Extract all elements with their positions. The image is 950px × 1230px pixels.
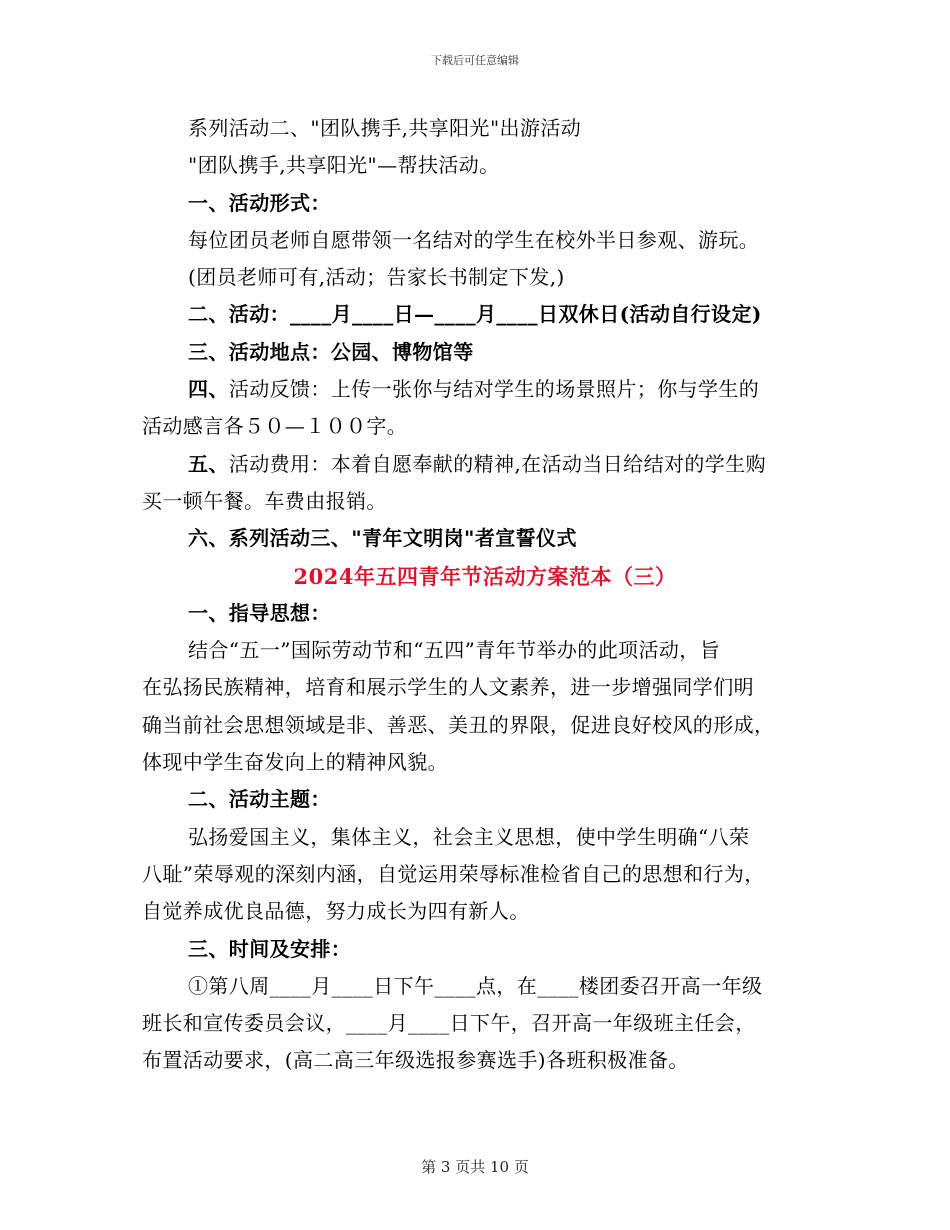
- paragraph-text: 活动费用：本着自愿奉献的精神,在活动当日给结对的学生购: [228, 451, 766, 476]
- paragraph-line: 结合“五一”国际劳动节和“五四”青年节举办的此项活动，旨: [188, 638, 721, 663]
- section-heading: 二、活动：____月____日—____月____日双休日(活动自行设定): [188, 302, 762, 327]
- paragraph-line: [142, 371, 812, 408]
- section-heading: 三、时间及安排：: [188, 936, 352, 961]
- paragraph-line: [142, 446, 812, 483]
- paragraph-line: 活动感言各５０—１００字。: [142, 414, 408, 439]
- section-heading: 一、活动形式：: [188, 190, 331, 215]
- paragraph-line: 布置活动要求，(高二高三年级选报参赛选手)各班积极准备。: [142, 1048, 689, 1073]
- section-number: 四、: [188, 377, 229, 402]
- paragraph-line: 八耻”荣辱观的深刻内涵，自觉运用荣辱标准检省自己的思想和行为，: [142, 861, 765, 886]
- paragraph-line: 弘扬爱国主义，集体主义，社会主义思想，使中学生明确“八荣: [188, 824, 750, 849]
- paragraph-line: 体现中学生奋发向上的精神风貌。: [142, 750, 448, 775]
- paragraph-line: ①第八周____月____日下午____点，在____楼团委召开高一年级: [188, 973, 763, 998]
- paragraph-line: 班长和宣传委员会议，____月____日下午，召开高一年级班主任会，: [142, 1011, 756, 1036]
- section-heading: 三、活动地点：公园、博物馆等: [188, 339, 474, 364]
- paragraph-line: 确当前社会思想领域是非、善恶、美丑的界限，促进良好校风的形成，: [142, 712, 775, 737]
- paragraph-text: 活动反馈：上传一张你与结对学生的场景照片；你与学生的: [228, 377, 760, 402]
- paragraph-line: 买一顿午餐。车费由报销。: [142, 488, 387, 513]
- paragraph-line: (团员老师可有,活动；告家长书制定下发,): [188, 265, 565, 290]
- paragraph-line: 系列活动二、"团队携手,共享阳光"出游活动: [188, 116, 582, 140]
- document-title: 2024年五四青年节活动方案范本（三）: [293, 563, 677, 589]
- section-heading: 一、指导思想：: [188, 600, 331, 625]
- section-heading: 六、系列活动三、"青年文明岗"者宣誓仪式: [188, 526, 577, 551]
- page-footer: 第 3 页共 10 页: [421, 1158, 529, 1176]
- section-number: 五、: [188, 451, 229, 476]
- page-header: 下载后可任意编辑: [431, 54, 519, 67]
- section-heading: 二、活动主题：: [188, 787, 331, 812]
- document-body: [142, 110, 812, 1080]
- paragraph-line: 自觉养成优良品德，努力成长为四有新人。: [142, 899, 530, 924]
- paragraph-line: "团队携手,共享阳光"—帮扶活动。: [188, 153, 500, 178]
- paragraph-line: 在弘扬民族精神，培育和展示学生的人文素养，进一步增强同学们明: [142, 675, 754, 700]
- paragraph-line: 每位团员老师自愿带领一名结对的学生在校外半日参观、游玩。: [188, 227, 760, 252]
